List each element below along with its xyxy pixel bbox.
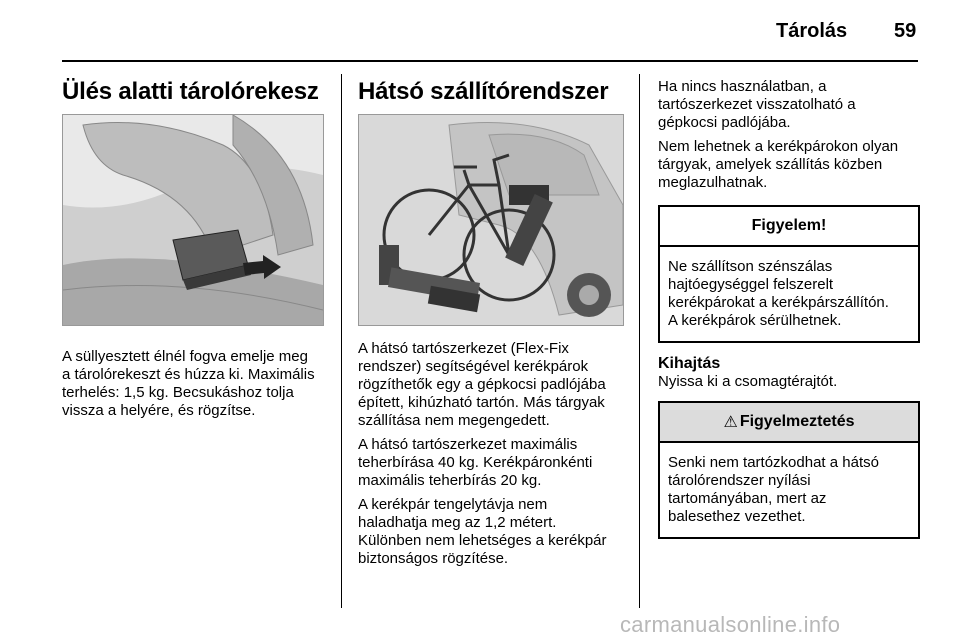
text-line: a tárolórekeszt és húzza ki. Maximális bbox=[62, 366, 315, 383]
text-line: A hátsó tartószerkezet maximális bbox=[358, 436, 578, 453]
warning-header bbox=[660, 403, 918, 443]
text-line: szállítása nem megengedett. bbox=[358, 412, 550, 429]
notice-title: Figyelem! bbox=[660, 207, 918, 247]
watermark: carmanualsonline.info bbox=[620, 612, 841, 637]
text-line: haladhatja meg az 1,2 métert. bbox=[358, 514, 557, 531]
subheading-unfolding: Kihajtás bbox=[658, 355, 721, 372]
text-line: épített, kihúzható tartón. Más tárgyak bbox=[358, 394, 605, 411]
text-line: tárolórendszer nyílási bbox=[668, 472, 811, 489]
text-line: teherbírása 40 kg. Kerékpáronkénti bbox=[358, 454, 593, 471]
column-2 bbox=[358, 78, 624, 568]
text-line: terhelés: 1,5 kg. Becsukáshoz tolja bbox=[62, 384, 294, 401]
text-line: Nyissa ki a csomagtérajtót. bbox=[658, 373, 838, 390]
text-line: hajtóegységgel felszerelt bbox=[668, 276, 834, 293]
notice-box bbox=[658, 205, 920, 343]
column-divider-1 bbox=[341, 74, 342, 608]
column-3 bbox=[658, 78, 920, 539]
text-line: rögzíthetők egy a gépkocsi padlójába bbox=[358, 376, 606, 393]
warning-body bbox=[660, 443, 918, 537]
under-seat-drawer-illustration bbox=[62, 114, 324, 326]
text-line: A süllyesztett élnél fogva emelje meg bbox=[62, 348, 308, 365]
text-line: balesethez vezethet. bbox=[668, 508, 806, 525]
text-line: maximális teherbírás 20 kg. bbox=[358, 472, 542, 489]
text-line: Ne szállítson szénszálas bbox=[668, 258, 833, 275]
notice-body bbox=[660, 247, 918, 341]
rear-bicycle-carrier-illustration bbox=[358, 114, 624, 326]
page-number: 59 bbox=[894, 20, 917, 42]
text-line: rendszer) segítségével kerékpárok bbox=[358, 358, 589, 375]
text-line: Nem lehetnek a kerékpárokon olyan bbox=[658, 138, 899, 155]
text-line: A hátsó tartószerkezet (Flex-Fix bbox=[358, 340, 569, 357]
text-line: vissza a helyére, és rögzítse. bbox=[62, 402, 256, 419]
text-line: Különben nem lehetséges a kerékpár bbox=[358, 532, 607, 549]
text-line: Senki nem tartózkodhat a hátsó bbox=[668, 454, 879, 471]
warning-box bbox=[658, 401, 920, 539]
text-line: Ha nincs használatban, a bbox=[658, 78, 827, 95]
warning-title: Figyelmeztetés bbox=[739, 413, 855, 430]
heading-rear-carrier: Hátsó szállítórendszer bbox=[358, 78, 609, 105]
text-line: tárgyak, amelyek szállítás közben bbox=[658, 156, 883, 173]
text-line: tartószerkezet visszatolható a bbox=[658, 96, 856, 113]
text-line: tartományában, mert az bbox=[668, 490, 827, 507]
text-line: kerékpárokat a kerékpárszállítón. bbox=[668, 294, 889, 311]
column-divider-2 bbox=[639, 74, 640, 608]
header-divider bbox=[62, 60, 918, 62]
section-title: Tárolás bbox=[776, 20, 848, 42]
column-1 bbox=[62, 78, 324, 420]
text-line: A kerékpár tengelytávja nem bbox=[358, 496, 548, 513]
text-line: gépkocsi padlójába. bbox=[658, 114, 791, 131]
text-line: meglazulhatnak. bbox=[658, 174, 768, 191]
warning-triangle-icon: ⚠ bbox=[723, 414, 738, 431]
heading-under-seat-storage: Ülés alatti tárolórekesz bbox=[62, 78, 319, 105]
text-line: A kerékpárok sérülhetnek. bbox=[668, 312, 842, 329]
text-line: biztonságos rögzítése. bbox=[358, 550, 509, 567]
